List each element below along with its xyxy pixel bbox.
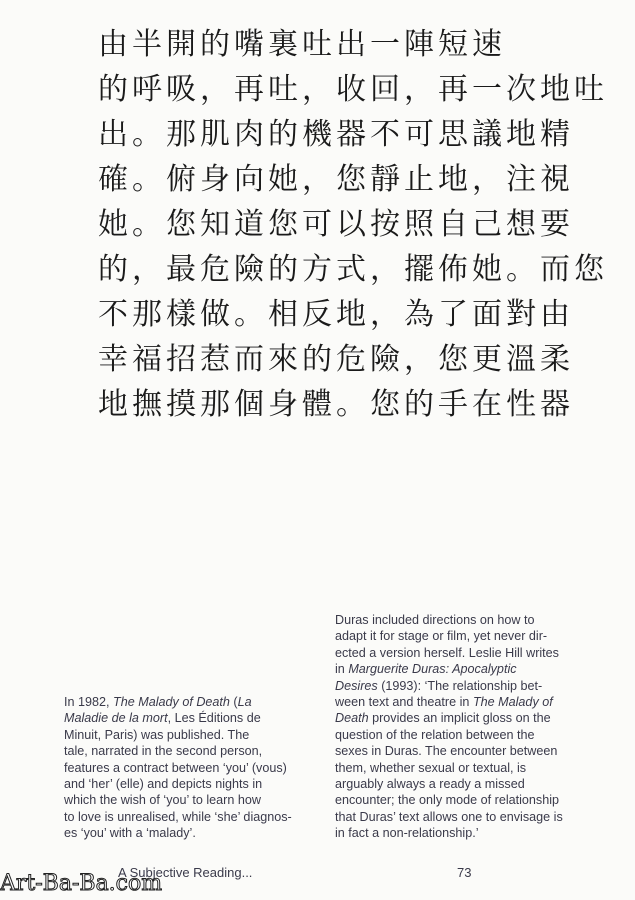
- chinese-text-line: 她。您知道您可以按照自己想要: [98, 207, 574, 242]
- book-title: La: [237, 695, 252, 709]
- note-text: provides an implicit gloss on the: [368, 711, 551, 726]
- note-line: Minuit, Paris) was published. The: [64, 727, 250, 742]
- note-line: ected a version herself. Leslie Hill writes: [335, 645, 559, 660]
- chinese-text-line: 地撫摸那個身體。您的手在性器: [98, 387, 574, 422]
- note-text: in: [335, 662, 349, 677]
- note-text: (: [229, 695, 238, 709]
- watermark: Art-Ba-Ba.com: [0, 871, 163, 896]
- note-line: [64, 710, 326, 726]
- note-line: which the wish of ‘you’ to learn how: [64, 793, 261, 808]
- note-text: ween text and theatre in: [335, 695, 473, 710]
- chinese-text-line: 的，最危險的方式，擺佈她。而您: [98, 252, 608, 287]
- note-line: to love is unrealised, while ‘she’ diagnos-: [64, 809, 292, 824]
- book-title: Death: [335, 711, 369, 726]
- note-line: Duras included directions on how to: [335, 613, 535, 627]
- chinese-text-line: 幸福招惹而來的危險，您更溫柔: [98, 342, 574, 377]
- chinese-text-line: 由半開的嘴裏吐出一陣短速: [98, 27, 506, 62]
- note-line: [335, 694, 595, 710]
- note-text: (1993): ‘The relationship bet-: [377, 678, 543, 693]
- note-line: sexes in Duras. The encounter between: [335, 744, 558, 759]
- chinese-body-text: [98, 22, 608, 427]
- book-title: Marguerite Duras: Apocalyptic: [348, 662, 517, 677]
- left-side-note: [64, 694, 326, 842]
- right-side-note: [335, 612, 595, 842]
- note-line: [335, 678, 595, 694]
- note-text: , Les Éditions de: [167, 711, 261, 726]
- note-text: In 1982,: [64, 695, 114, 709]
- note-line: arguably always a ready a missed: [335, 777, 525, 792]
- note-line: encounter; the only mode of relationship: [335, 793, 560, 808]
- book-title: The Malady of Death: [113, 695, 230, 709]
- note-line: that Duras’ text allows one to envisage is: [335, 809, 563, 824]
- note-line: [335, 710, 595, 726]
- book-title: The Malady of: [472, 695, 553, 710]
- book-title: Desires: [335, 678, 378, 693]
- chinese-text-line: 出。那肌肉的機器不可思議地精: [98, 117, 574, 152]
- chinese-text-line: 確。俯身向她，您靜止地，注視: [98, 162, 574, 197]
- note-line: [64, 694, 326, 710]
- chinese-text-line: 不那樣做。相反地，為了面對由: [98, 297, 574, 332]
- note-line: es ‘you’ with a ‘malady’.: [64, 826, 196, 841]
- book-title: Maladie de la mort: [64, 711, 168, 726]
- note-line: [335, 661, 595, 677]
- note-line: adapt it for stage or film, yet never dir-: [335, 629, 548, 644]
- page-number: 73: [457, 865, 472, 880]
- note-line: question of the relation between the: [335, 727, 535, 742]
- note-line: and ‘her’ (elle) and depicts nights in: [64, 777, 263, 792]
- note-line: in fact a non-relationship.’: [335, 826, 479, 841]
- chinese-text-line: 的呼吸，再吐，收回，再一次地吐: [98, 72, 608, 107]
- note-line: them, whether sexual or textual, is: [335, 760, 527, 775]
- note-line: features a contract between ‘you’ (vous): [64, 760, 287, 775]
- running-title: A Subjective Reading...: [118, 865, 253, 880]
- note-line: tale, narrated in the second person,: [64, 744, 263, 759]
